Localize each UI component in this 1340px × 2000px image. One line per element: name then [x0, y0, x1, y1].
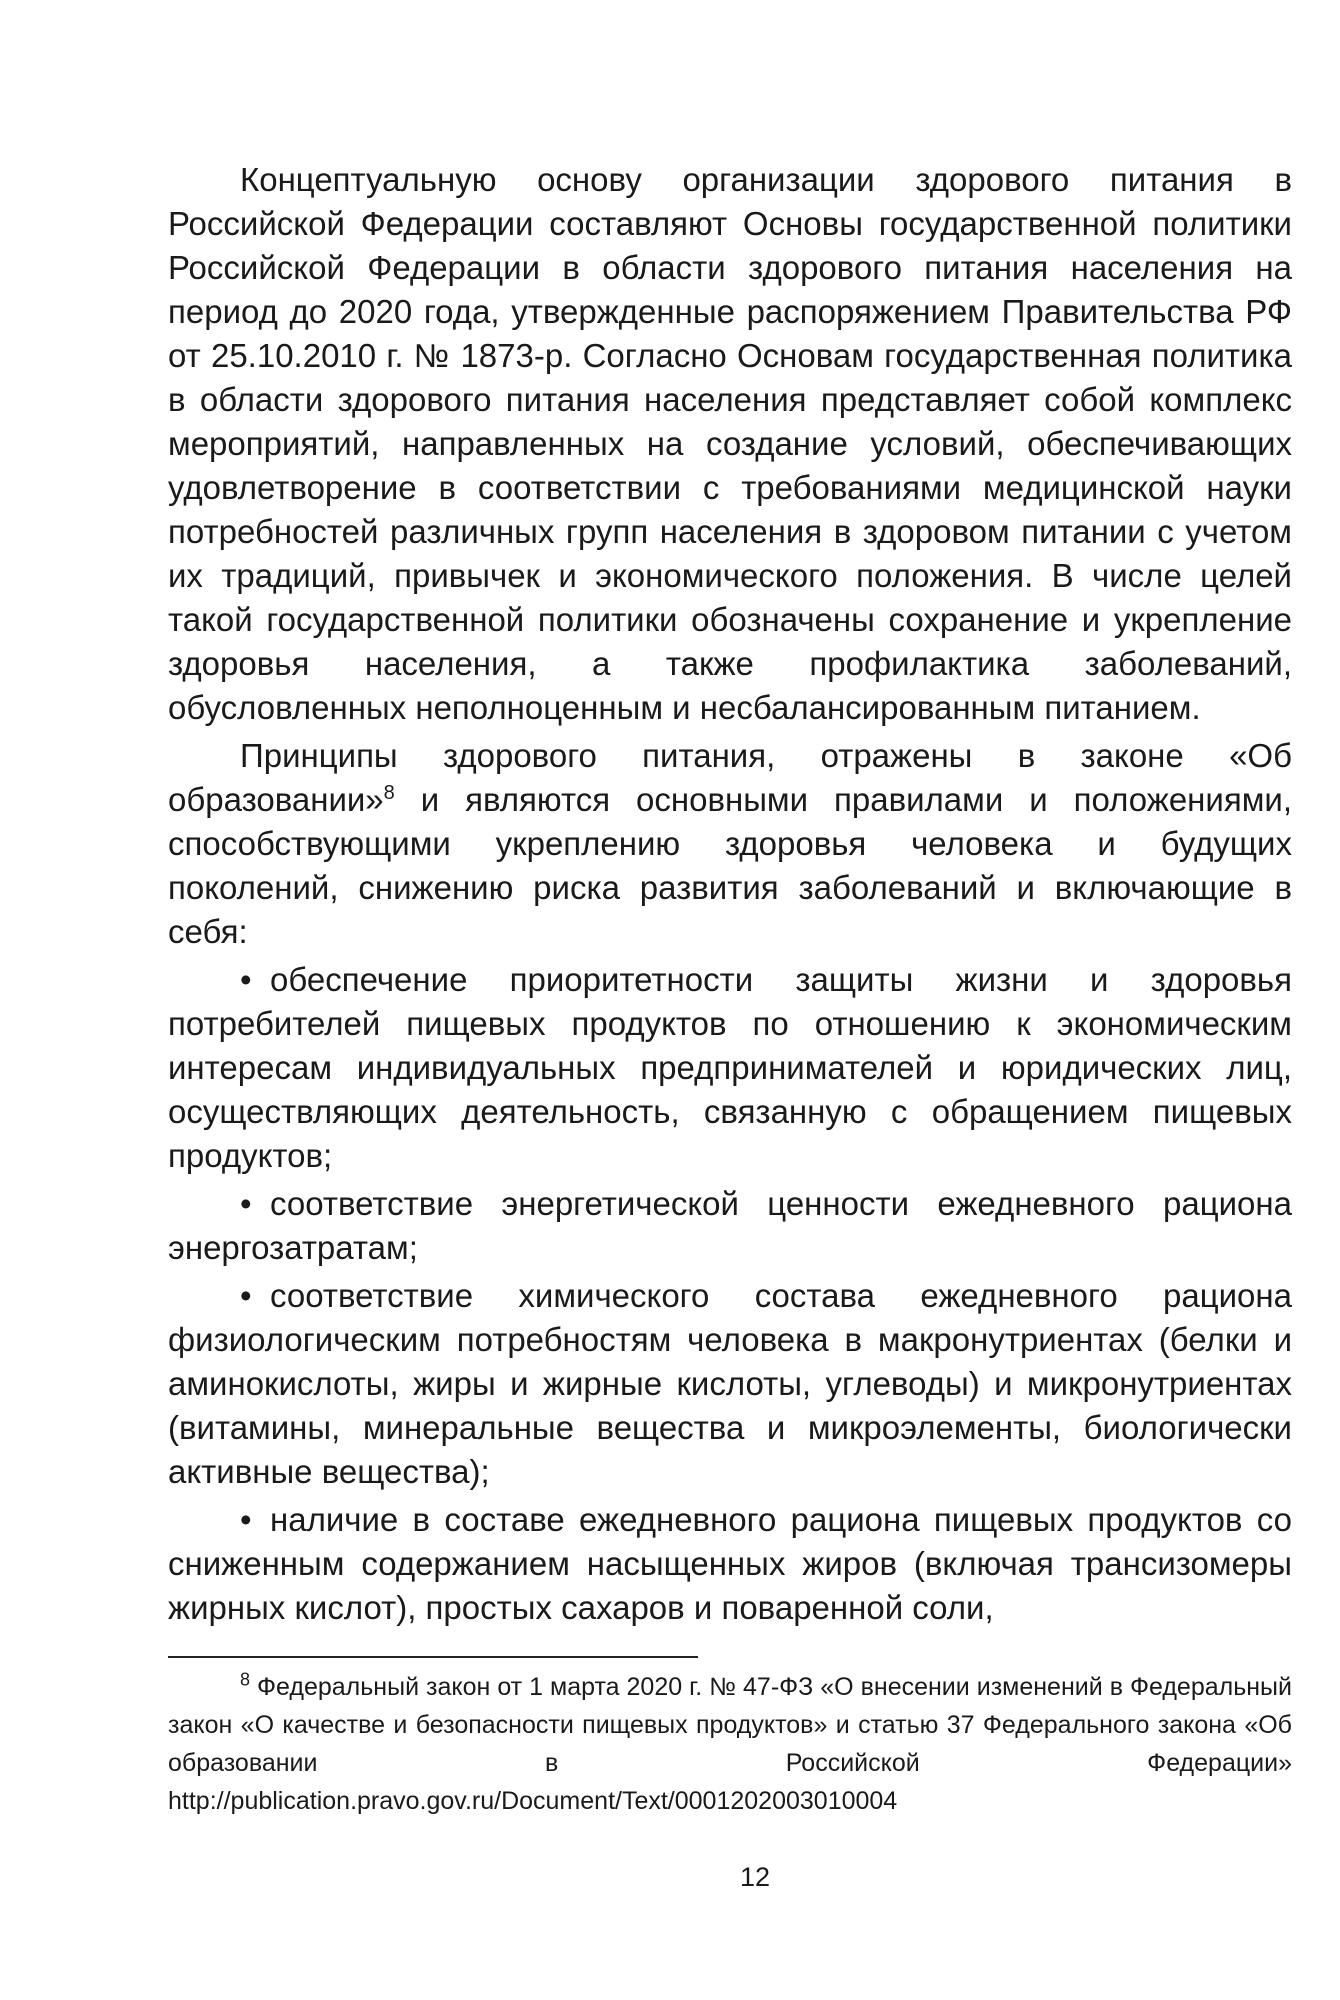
main-text — [168, 158, 1292, 1630]
bullet-icon: • — [240, 1185, 252, 1222]
bullet-icon: • — [240, 1501, 252, 1538]
footnote-text: Федеральный закон от 1 марта 2020 г. № 47-ФЗ «О внесении изменений в Федеральный закон «О качестве и безопасности пищевых продуктов» и статью 37 Федерального закона «Об образовании в Российской Федерации» http://publication.pravo.gov.ru/Document/Text/0001202003010004 — [168, 1673, 1292, 1815]
list-item — [168, 1498, 1292, 1630]
paragraph-concept: Концептуальную основу организации здорового питания в Российской Федерации составляют Основы государственной политики Российской Федерации в области здорового питания населения на период до 2020 года, утвержденные распоряжением Правительства РФ от 25.10.2010 г. № 1873-р. Согласно Основам государственная политика в области здорового питания населения представляет собой комплекс мероприятий, направленных на создание условий, обеспечивающих удовлетворение в соответствии с требованиями медицинской науки потребностей различных групп населения в здоровом питании с учетом их традиций, привычек и экономического положения. В числе целей такой государственной политики обозначены сохранение и укрепление здоровья населения, а также профилактика заболеваний, обусловленных неполноценным и несбалансированным питанием. — [168, 161, 1292, 726]
list-item — [168, 958, 1292, 1178]
bullet-icon: • — [240, 1277, 252, 1314]
footnote-reference: 8 — [383, 782, 395, 804]
list-item-text: соответствие энергетической ценности ежедневного рациона энергозатратам; — [168, 1185, 1292, 1266]
list-item-text: наличие в составе ежедневного рациона пищевых продуктов со сниженным содержанием насыщенных жиров (включая трансизомеры жирных кислот), простых сахаров и поваренной соли, — [168, 1501, 1292, 1626]
list-item-text: соответствие химического состава ежедневного рациона физиологическим потребностям человека в макронутриентах (белки и аминокислоты, жиры и жирные кислоты, углеводы) и микронутриентах (витамины, минеральные вещества и микроэлементы, биологически активные вещества); — [168, 1277, 1292, 1490]
page-number: 12 — [739, 1862, 771, 1892]
list-item — [168, 1274, 1292, 1494]
footnote — [168, 1668, 1292, 1820]
bullet-icon: • — [240, 961, 252, 998]
paragraph-principles — [168, 734, 1292, 954]
list-item-text: обеспечение приоритетности защиты жизни и здоровья потребителей пищевых продуктов по отношению к экономическим интересам индивидуальных предпринимателей и юридических лиц, осуществляющих деятельность, связанную с обращением пищевых продуктов; — [168, 961, 1292, 1174]
paragraph-principles-text-start: Принципы здорового питания, отражены в законе «Об образовании» — [168, 737, 1292, 818]
footnote-mark: 8 — [240, 1669, 251, 1690]
footnote-divider — [168, 1656, 698, 1658]
paragraph-principles-text-end: и являются основными правилами и положениями, способствующими укреплению здоровья человека и будущих поколений, снижению риска развития заболеваний и включающие в себя: — [168, 781, 1292, 950]
list-item — [168, 1182, 1292, 1270]
